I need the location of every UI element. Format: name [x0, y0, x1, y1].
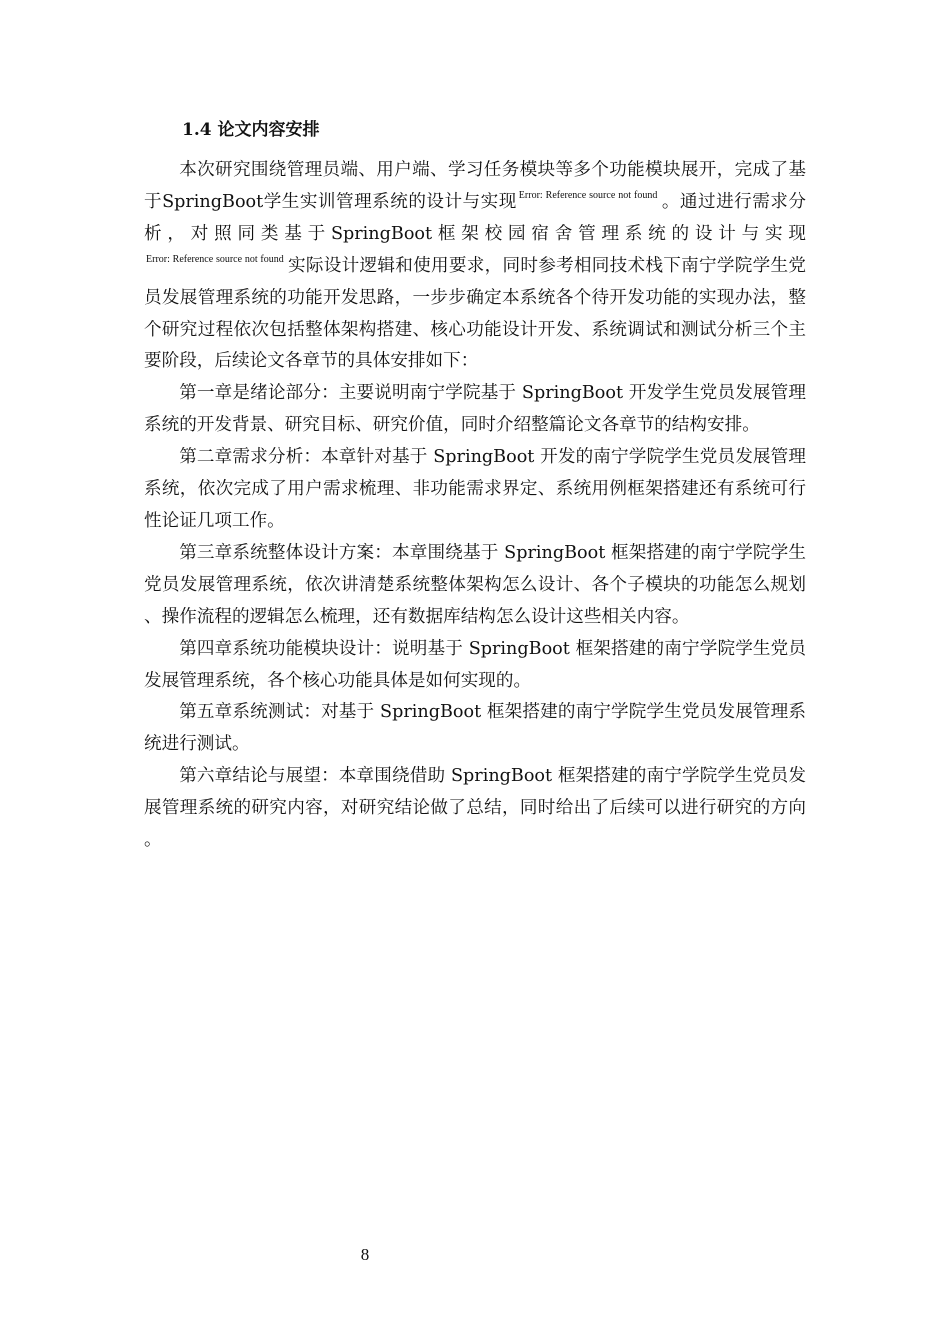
intro-text-part3: 实际设计逻辑和使用要求，同时参考相同技术栈下南宁学院学生党员发展管理系统的功能开发思路，一步步确定本系统各个待开发功能的实现办法，整个研究过程依次包括整体架构搭建、核心功能设计开发、系统调试和测试分析三个主要阶段，后续论文各章节的具体安排如下： [144, 255, 806, 372]
section-heading: 1.4 论文内容安排 [182, 120, 320, 140]
intro-text-part2: 。通过进行需求分析，对照同类基于SpringBoot框架校园宿舍管理系统的设计与实现 [144, 191, 806, 244]
page-number: 8 [360, 1245, 370, 1264]
chapter-2-paragraph: 第二章需求分析：本章针对基于 SpringBoot 开发的南宁学院学生党员发展管理系统，依次完成了用户需求梳理、非功能需求界定、系统用例框架搭建还有系统可行性论证几项工作。 [144, 447, 806, 531]
section-body [144, 155, 806, 857]
chapter-1-paragraph: 第一章是绪论部分：主要说明南宁学院基于 SpringBoot 开发学生党员发展管理系统的开发背景、研究目标、研究价值，同时介绍整篇论文各章节的结构安排。 [144, 383, 806, 436]
reference-error-1: Error: Reference source not found [518, 189, 658, 201]
chapter-5-paragraph: 第五章系统测试：对基于 SpringBoot 框架搭建的南宁学院学生党员发展管理系统进行测试。 [144, 702, 806, 755]
intro-text-part1: 本次研究围绕管理员端、用户端、学习任务模块等多个功能模块展开，完成了基于SpringBoot学生实训管理系统的设计与实现 [144, 160, 806, 212]
chapter-3-paragraph: 第三章系统整体设计方案：本章围绕基于 SpringBoot 框架搭建的南宁学院学生党员发展管理系统，依次讲清楚系统整体架构怎么设计、各个子模块的功能怎么规划、操作流程的逻辑怎么梳理，还有数据库结构怎么设计这些相关内容。 [144, 542, 806, 627]
reference-error-2: Error: Reference source not found [146, 253, 284, 265]
chapter-6-paragraph: 第六章结论与展望：本章围绕借助 SpringBoot 框架搭建的南宁学院学生党员发展管理系统的研究内容，对研究结论做了总结，同时给出了后续可以进行研究的方向。 [144, 766, 806, 851]
chapter-4-paragraph: 第四章系统功能模块设计：说明基于 SpringBoot 框架搭建的南宁学院学生党员发展管理系统，各个核心功能具体是如何实现的。 [144, 638, 806, 691]
intro-paragraph [144, 155, 806, 378]
